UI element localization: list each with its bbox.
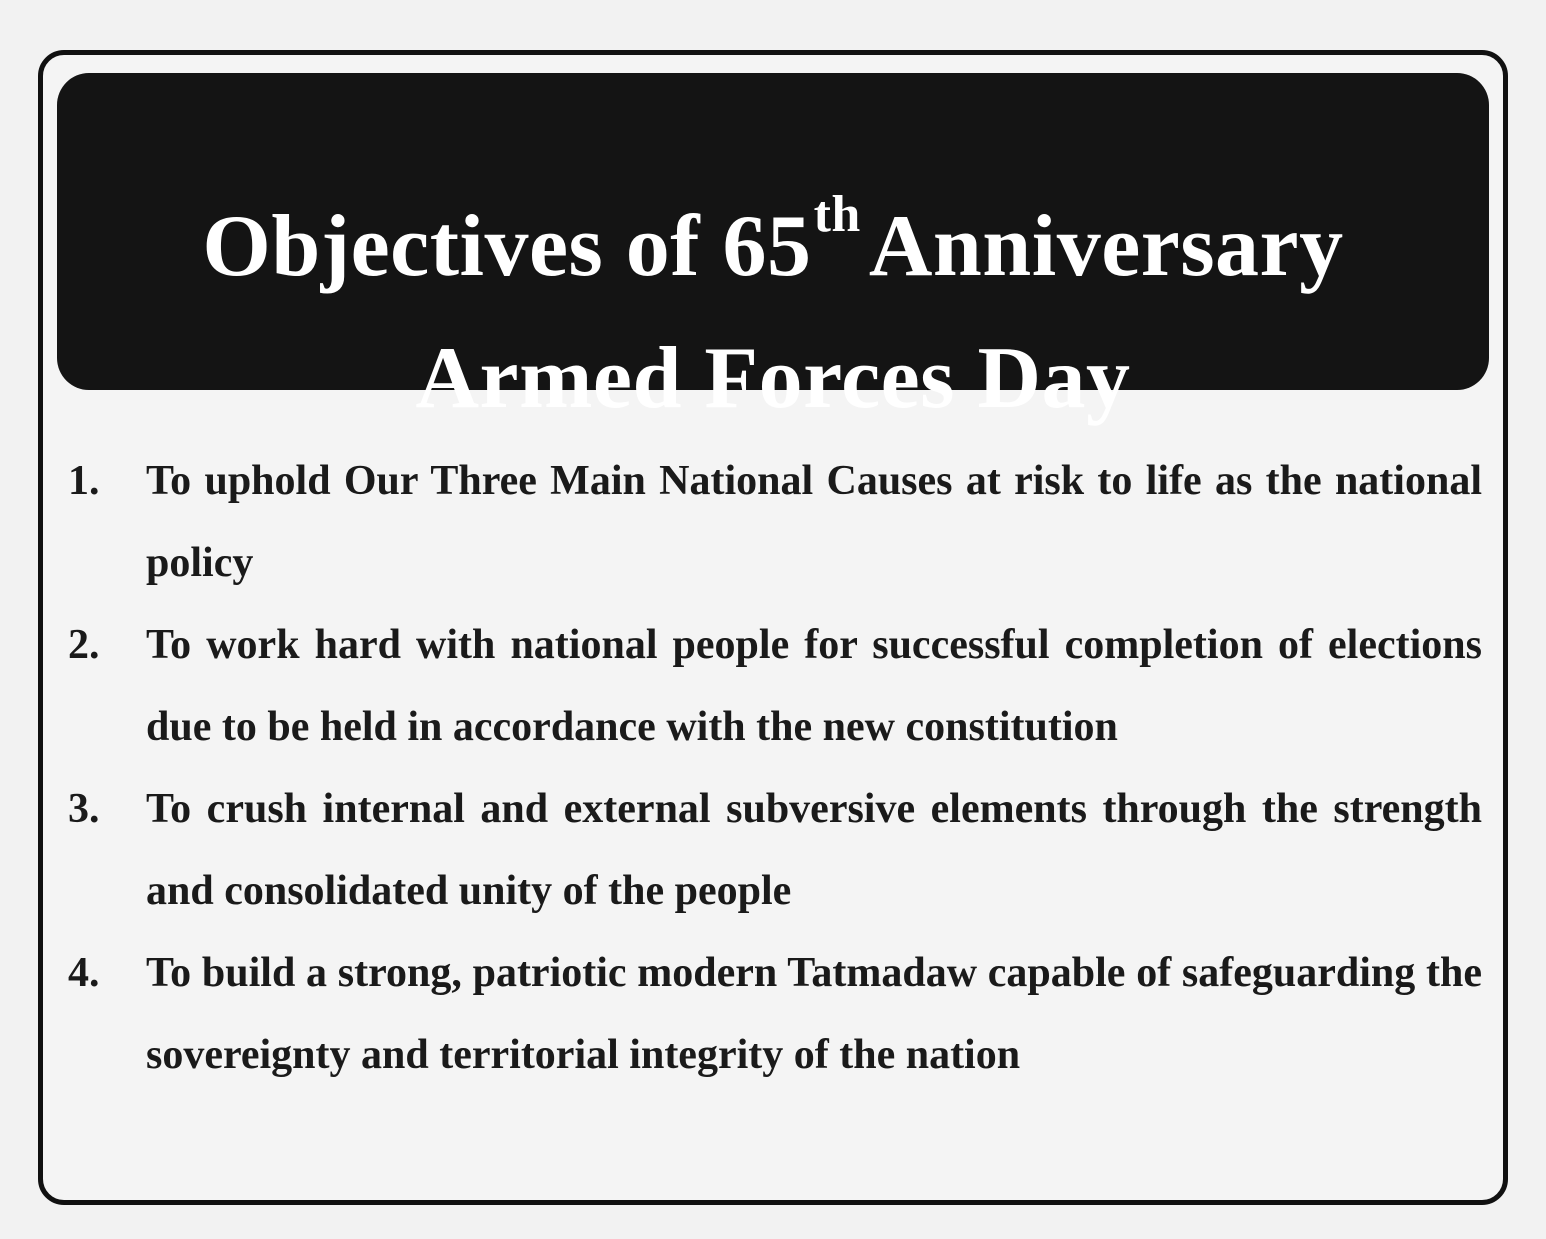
- objective-text: To work hard with national people for successful completion of elections due to be held in accordance with the new constitution: [146, 622, 1482, 750]
- title-banner: [57, 73, 1489, 427]
- title-line-1: [57, 186, 1489, 295]
- title-ordinal-suffix: th: [813, 186, 861, 243]
- title-line-2: Armed Forces Day: [415, 330, 1131, 427]
- objective-item: [62, 768, 1482, 932]
- objective-text: To crush internal and external subversive elements through the strength and consolidated unity of the people: [146, 786, 1482, 914]
- objective-number: 4.: [68, 950, 100, 996]
- title-prefix: Objectives of 65: [202, 198, 812, 295]
- objective-item: [62, 604, 1482, 768]
- objective-number: 2.: [68, 622, 100, 668]
- objective-item: [62, 440, 1482, 604]
- objectives-list: [62, 440, 1482, 1096]
- objective-text: To uphold Our Three Main National Causes at risk to life as the national policy: [146, 458, 1482, 586]
- title-suffix: Anniversary: [868, 198, 1344, 295]
- objective-text: To build a strong, patriotic modern Tatmadaw capable of safeguarding the sovereignty and territorial integrity of the nation: [146, 950, 1482, 1078]
- objective-item: [62, 932, 1482, 1096]
- objective-number: 1.: [68, 458, 100, 504]
- objective-number: 3.: [68, 786, 100, 832]
